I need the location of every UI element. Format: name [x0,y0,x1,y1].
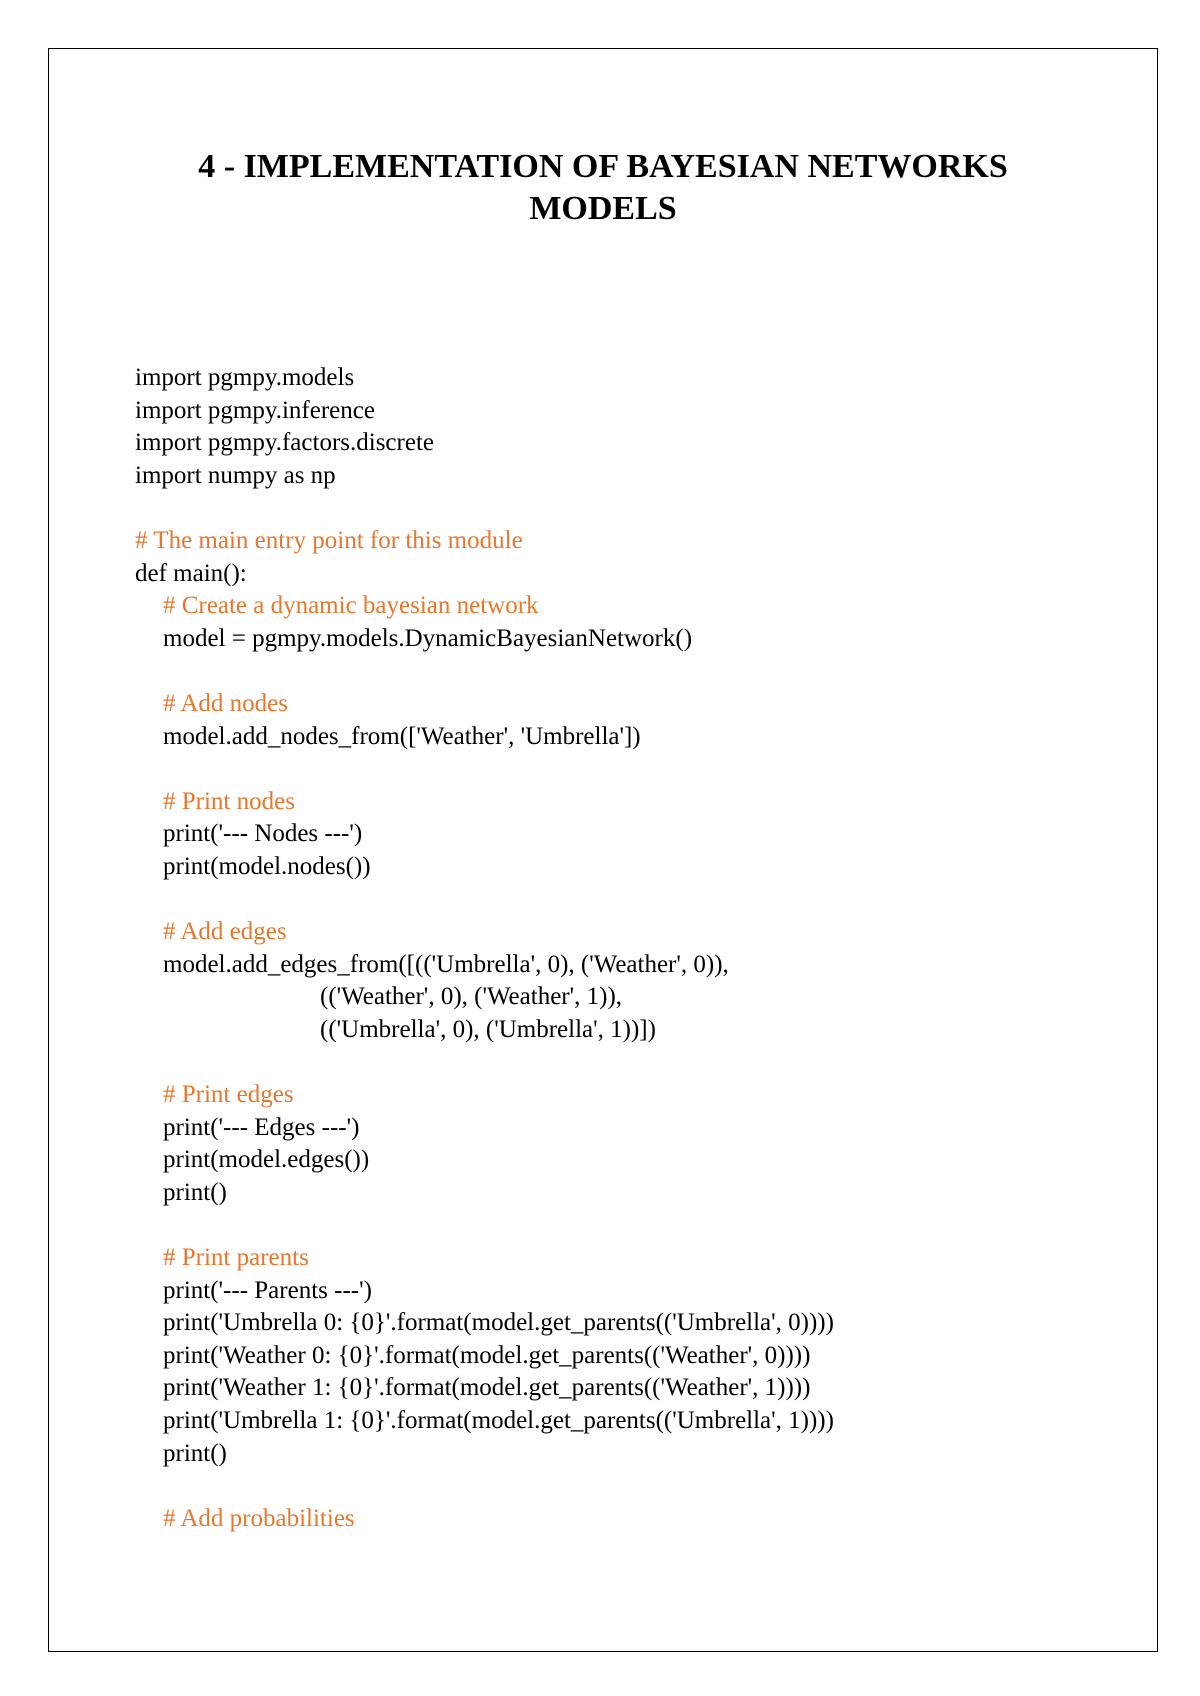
code-line-import-models: import pgmpy.models [135,364,355,391]
code-blank-line [135,884,834,917]
code-blank-line [135,492,834,525]
code-line-print-parent-umbrella1: print('Umbrella 1: {0}'.format(model.get_parents(('Umbrella', 1)))) [163,1407,834,1434]
code-comment-create: # Create a dynamic bayesian network [163,592,539,620]
code-line-import-numpy: import numpy as np [135,461,336,489]
code-line-print-blank-2: print() [163,1439,227,1467]
code-comment-add-edges: # Add edges [163,918,287,946]
code-line-add-edges-3: (('Umbrella', 0), ('Umbrella', 1))]) [320,1015,656,1043]
code-comment-entry: # The main entry point for this module [135,526,523,554]
code-line-print-parent-weather0: print('Weather 0: {0}'.format(model.get_parents(('Weather', 0)))) [163,1341,811,1369]
title-line-1: 4 - IMPLEMENTATION OF BAYESIAN NETWORKS [198,148,1008,185]
code-comment-print-parents: # Print parents [163,1244,309,1272]
code-line-print-nodes-header: print('--- Nodes ---') [163,820,363,848]
code-line-print-parents-header: print('--- Parents ---') [163,1276,372,1304]
code-line-print-edges: print(model.edges()) [163,1146,370,1174]
code-line-print-parent-weather1: print('Weather 1: {0}'.format(model.get_parents(('Weather', 1)))) [163,1374,811,1402]
title-line-2: MODELS [529,190,677,227]
code-line-def-main: def main(): [135,559,247,587]
code-line-print-edges-header: print('--- Edges ---') [163,1113,360,1141]
code-line-import-factors: import pgmpy.factors.discrete [135,429,434,457]
code-line-add-edges-2: (('Weather', 0), ('Weather', 1)), [320,983,623,1011]
code-line-add-edges-1: model.add_edges_from([(('Umbrella', 0), ('Weather', 0)), [163,950,729,978]
code-comment-print-nodes: # Print nodes [163,787,295,815]
code-line-print-parent-umbrella0: print('Umbrella 0: {0}'.format(model.get_parents(('Umbrella', 0)))) [163,1309,834,1337]
code-blank-line [135,655,834,688]
page-title [48,146,1158,230]
code-blank-line [135,1470,834,1503]
code-line-print-blank-1: print() [163,1178,227,1206]
code-blank-line [135,1209,834,1242]
code-blank-line [135,1046,834,1079]
code-blank-line [135,753,834,786]
code-line-print-nodes: print(model.nodes()) [163,852,371,880]
code-line-import-inference: import pgmpy.inference [135,396,375,424]
code-comment-print-edges: # Print edges [163,1081,294,1109]
code-line-model-create: model = pgmpy.models.DynamicBayesianNetwork() [163,624,693,652]
code-listing [135,362,834,1535]
code-comment-add-probabilities: # Add probabilities [163,1504,355,1532]
code-comment-add-nodes: # Add nodes [163,689,288,717]
code-line-add-nodes: model.add_nodes_from(['Weather', 'Umbrella']) [163,722,641,750]
